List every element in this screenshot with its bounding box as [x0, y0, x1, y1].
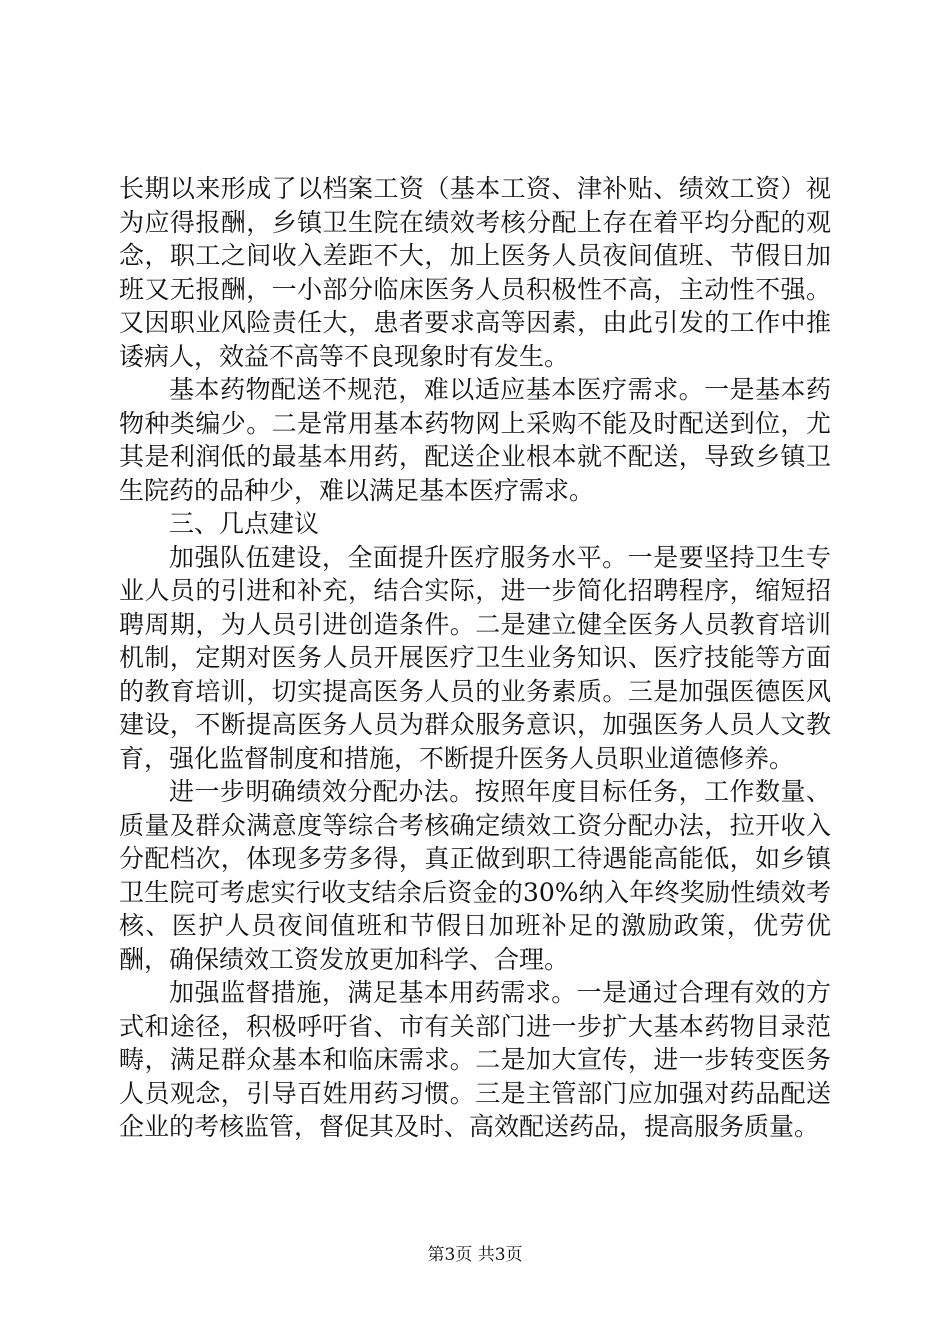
paragraph-drug-distribution: 基本药物配送不规范，难以适应基本医疗需求。一是基本药物种类编少。二是常用基本药物网上采购不能及时配送到位，尤其是利润低的最基本用药，配送企业根本就不配送，导致乡镇卫生院药的品种少，难以满足基本医疗需求。: [119, 375, 831, 505]
paragraph-continuation: 长期以来形成了以档案工资（基本工资、津补贴、绩效工资）视为应得报酬，乡镇卫生院在绩效考核分配上存在着平均分配的观念，职工之间收入差距不大，加上医务人员夜间值班、节假日加班又无报酬，一小部分临床医务人员积极性不高，主动性不强。又因职业风险责任大，患者要求高等因素，由此引发的工作中推诿病人，效益不高等不良现象时有发生。: [119, 174, 831, 371]
paragraph-supervision: 加强监督措施，满足基本用药需求。一是通过合理有效的方式和途径，积极呼吁省、市有关部门进一步扩大基本药物目录范畴，满足群众基本和临床需求。二是加大宣传，进一步转变医务人员观念，引导百姓用药习惯。三是主管部门应加强对药品配送企业的考核监管，督促其及时、高效配送药品，提高服务质量。: [119, 978, 831, 1141]
paragraph-team-building: 加强队伍建设，全面提升医疗服务水平。一是要坚持卫生专业人员的引进和补充，结合实际，进一步简化招聘程序，缩短招聘周期，为人员引进创造条件。二是建立健全医务人员教育培训机制，定期对医务人员开展医疗卫生业务知识、医疗技能等方面的教育培训，切实提高医务人员的业务素质。三是加强医德医风建设，不断提高医务人员为群众服务意识，加强医务人员人文教育，强化监督制度和措施，不断提升医务人员职业道德修养。: [119, 542, 831, 773]
section-heading-suggestions: 三、几点建议: [169, 509, 320, 538]
page-number-footer: 第3页 共3页: [427, 1245, 523, 1265]
document-body: [119, 172, 831, 1144]
paragraph-performance-pay: 进一步明确绩效分配办法。按照年度目标任务，工作数量、质量及群众满意度等综合考核确定绩效工资分配办法，拉开收入分配档次，体现多劳多得，真正做到职工待遇能高能低，如乡镇卫生院可考虑实行收支结余后资金的30%纳入年终奖励性绩效考核、医护人员夜间值班和节假日加班补足的激励政策，优劳优酬，确保绩效工资发放更加科学、合理。: [119, 777, 831, 974]
